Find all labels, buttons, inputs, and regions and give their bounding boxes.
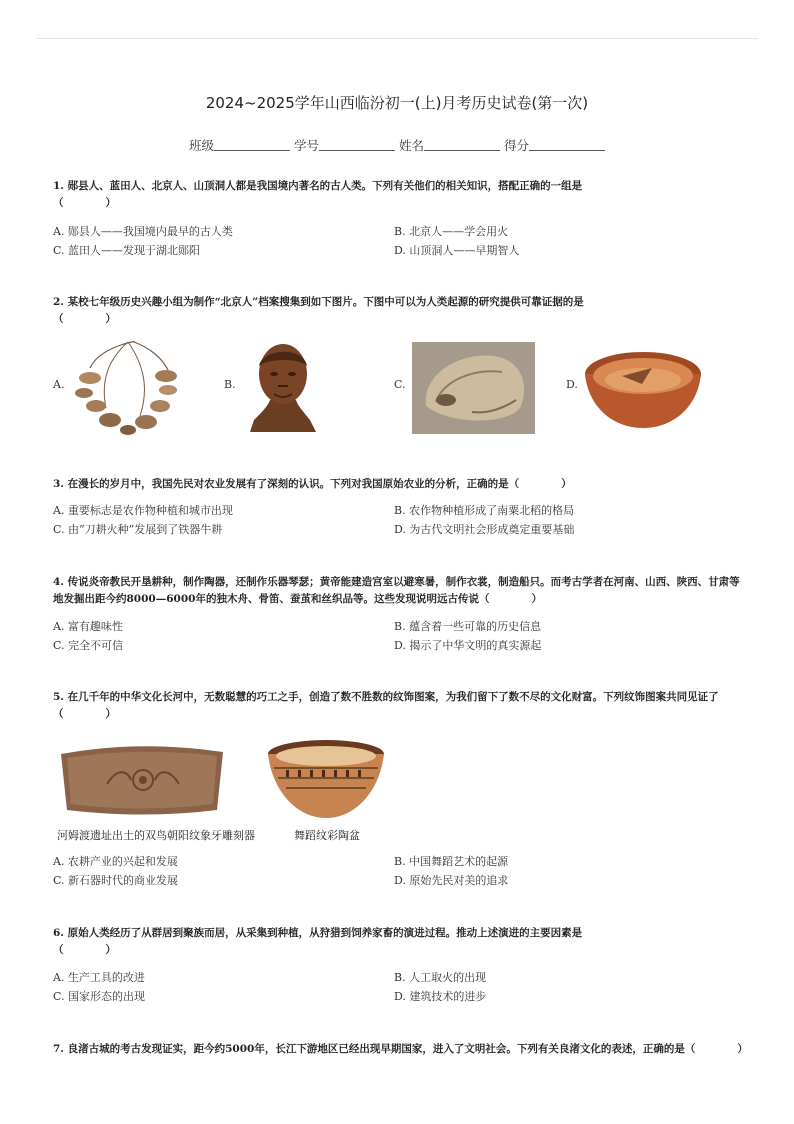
question-2-text: 2. 某校七年级历史兴趣小组为制作“北京人”档案搜集到如下图片。下图中可以为人类起源的研究提供可靠证据的是	[53, 296, 584, 308]
question-2-answer-blank[interactable]: （ ）	[53, 313, 116, 325]
q5-option-c[interactable]: C. 新石器时代的商业发展	[53, 874, 179, 887]
q4-option-a[interactable]: A. 富有趣味性	[53, 620, 123, 633]
pottery-bowl-image[interactable]	[582, 346, 704, 430]
q5-option-a[interactable]: A. 农耕产业的兴起和发展	[53, 855, 178, 868]
dance-pattern-basin-image	[266, 738, 386, 820]
q6-option-d[interactable]: D. 建筑技术的进步	[394, 990, 487, 1003]
question-4-text: 4. 传说炎帝教民开垦耕种，制作陶器，还制作乐器琴瑟；黄帝能建造宫室以避寒暑，制作衣裳，制造船只。而考古学者在河南、山西、陕西、甘肃等地发掘出距今约8000—6000年的独木舟、骨笛、蚕茧和丝织品等。这些发现说明远古传说（ ）	[53, 576, 740, 605]
q3-option-a[interactable]: A. 重要标志是农作物种植和城市出现	[53, 504, 233, 517]
header-rule	[36, 38, 758, 39]
q6-option-b[interactable]: B. 人工取火的出现	[394, 971, 487, 984]
question-3-text: 3. 在漫长的岁月中，我国先民对农业发展有了深刻的认识。下列对我国原始农业的分析，正确的是（ ）	[53, 478, 572, 490]
question-6-text: 6. 原始人类经历了从群居到聚族而居，从采集到种植，从狩猎到饲养家畜的演进过程。推动上述演进的主要因素是	[53, 927, 583, 939]
q3-option-b[interactable]: B. 农作物种植形成了南粟北稻的格局	[394, 504, 575, 517]
q2-option-c-label[interactable]: C.	[394, 378, 406, 391]
q3-option-d[interactable]: D. 为古代文明社会形成奠定重要基础	[394, 523, 575, 536]
question-1-answer-blank[interactable]: （ ）	[53, 197, 116, 209]
score-label: 得分	[503, 138, 529, 153]
question-1-text: 1. 郧县人、蓝田人、北京人、山顶洞人都是我国境内著名的古人类。下列有关他们的相关知识，搭配正确的一组是	[53, 180, 583, 192]
name-label: 姓名	[398, 138, 424, 153]
ivory-carving-image	[57, 744, 227, 818]
question-2-stem	[53, 294, 743, 328]
question-7-text: 7. 良渚古城的考古发现证实，距今约5000年，长江下游地区已经出现早期国家，进入了文明社会。下列有关良渚文化的表述，正确的是（ ）	[53, 1043, 748, 1055]
question-5-stem	[53, 689, 743, 723]
necklace-image[interactable]	[70, 338, 186, 438]
q1-option-b[interactable]: B. 北京人——学会用火	[394, 225, 509, 238]
question-6-stem	[53, 925, 743, 959]
page-title: 2024~2025学年山西临汾初一(上)月考历史试卷(第一次)	[205, 94, 589, 112]
question-3-stem	[53, 476, 743, 493]
name-blank[interactable]	[424, 139, 500, 151]
dance-basin-caption: 舞蹈纹彩陶盆	[294, 829, 360, 842]
question-1-stem	[53, 178, 743, 212]
q3-option-c[interactable]: C. 由“刀耕火种”发展到了铁器牛耕	[53, 523, 223, 536]
q5-option-d[interactable]: D. 原始先民对美的追求	[394, 874, 509, 887]
class-label: 班级	[188, 138, 214, 153]
q1-option-d[interactable]: D. 山顶洞人——早期智人	[394, 244, 520, 257]
q4-option-c[interactable]: C. 完全不可信	[53, 639, 124, 652]
ivory-carving-caption: 河姆渡遗址出土的双鸟朝阳纹象牙雕刻器	[57, 829, 255, 842]
number-blank[interactable]	[319, 139, 395, 151]
q2-option-d-label[interactable]: D.	[566, 378, 578, 391]
class-blank[interactable]	[214, 139, 290, 151]
q6-option-c[interactable]: C. 国家形态的出现	[53, 990, 146, 1003]
q2-option-b-label[interactable]: B.	[224, 378, 236, 391]
q1-option-c[interactable]: C. 蓝田人——发现于湖北郧阳	[53, 244, 201, 257]
q2-option-a-label[interactable]: A.	[53, 378, 65, 391]
bust-image[interactable]	[240, 340, 326, 434]
q1-option-a[interactable]: A. 郧县人——我国境内最早的古人类	[53, 225, 233, 238]
q4-option-b[interactable]: B. 蕴含着一些可靠的历史信息	[394, 620, 542, 633]
q5-option-b[interactable]: B. 中国舞蹈艺术的起源	[394, 855, 509, 868]
question-4-stem	[53, 574, 743, 608]
score-blank[interactable]	[529, 139, 605, 151]
question-5-text: 5. 在几千年的中华文化长河中，无数聪慧的巧工之手，创造了数不胜数的纹饰图案，为我们留下了数不尽的文化财富。下列纹饰图案共同见证了（ ）	[53, 691, 719, 720]
q4-option-d[interactable]: D. 揭示了中华文明的真实源起	[394, 639, 542, 652]
skull-image[interactable]	[412, 342, 535, 434]
student-info-line	[0, 136, 794, 154]
question-7-stem	[53, 1041, 748, 1058]
number-label: 学号	[293, 138, 319, 153]
q6-option-a[interactable]: A. 生产工具的改进	[53, 971, 145, 984]
question-6-answer-blank[interactable]: （ ）	[53, 944, 116, 956]
